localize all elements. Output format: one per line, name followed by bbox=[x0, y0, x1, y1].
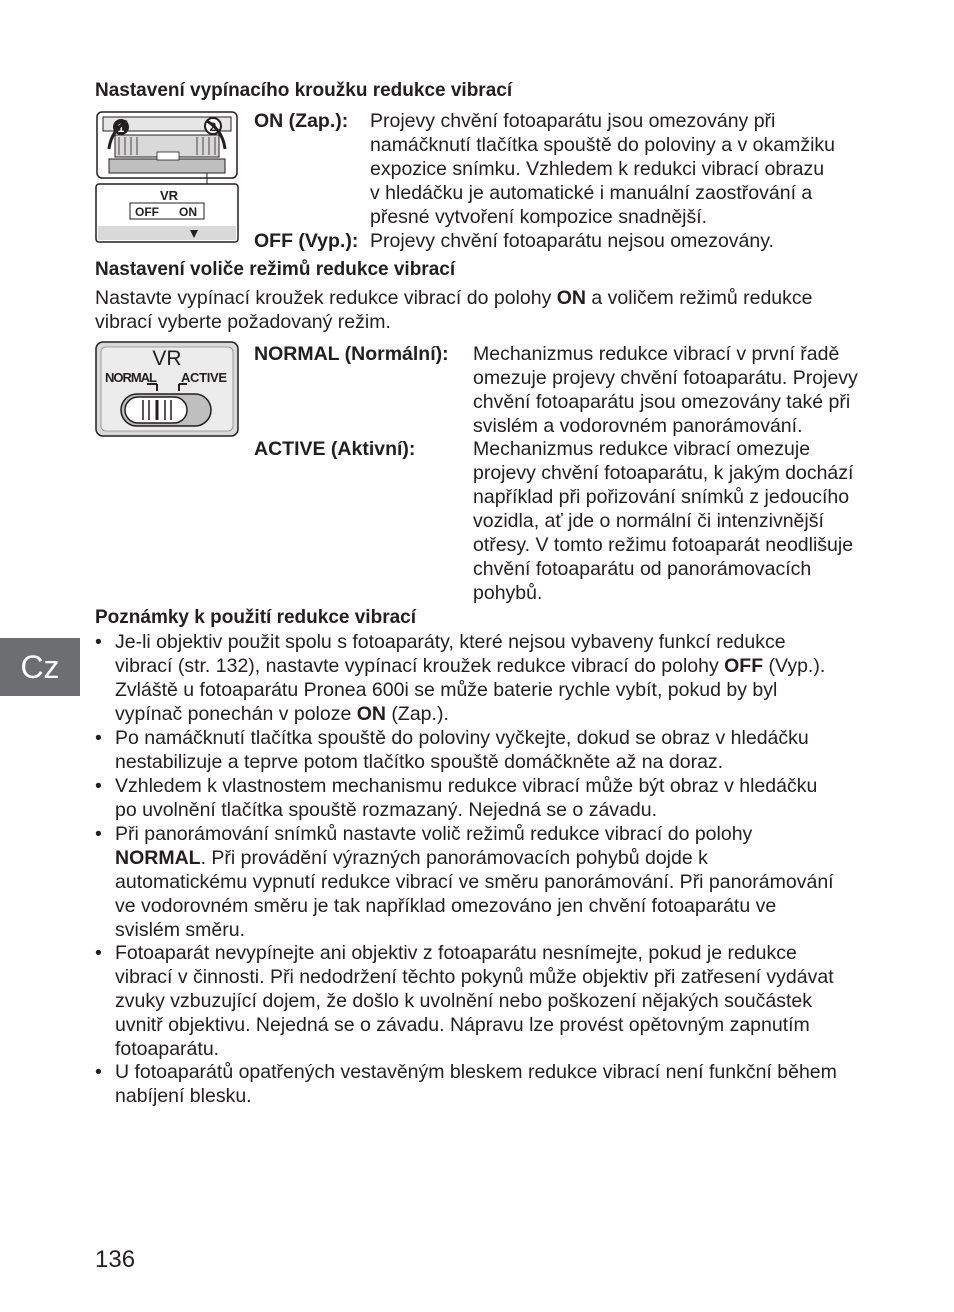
note-item: • Při panorámování snímků nastavte volič režimů redukce vibrací do polohy NORMAL. Při provádění výrazných panorámovacích pohybů dojde k automatickému vypnutí redukce vibrací ve směru panorámování. Při panorámování ve vodorovném směru je tak například omezováno jen chvění fotoaparátu ve svislém směru. bbox=[95, 823, 834, 941]
bullet-icon: • bbox=[95, 823, 102, 845]
note-item: • Je-li objektiv použit spolu s fotoaparáty, které nejsou vybaveny funkcí redukce vibrací (str. 132), nastavte vypínací kroužek redukce vibrací do polohy OFF (Vyp.). Zvláště u fotoaparátu Pronea 600i se může baterie rychle vybít, pokud by byl vypínač ponechán v poloze ON (Zap.). bbox=[95, 631, 826, 725]
section-heading-vr-switch: Nastavení vypínacího kroužku redukce vibrací bbox=[95, 80, 513, 101]
lens-vr-switch-illustration bbox=[95, 109, 241, 245]
note-item: • Vzhledem k vlastnostem mechanismu redukce vibrací může být obraz v hledáčku po uvolnění tlačítka spouště rozmazaný. Nejedná se o závadu. bbox=[95, 775, 818, 821]
term-active: ACTIVE (Aktivní): bbox=[254, 438, 416, 460]
mode-intro: Nastavte vypínací kroužek redukce vibrací do polohy ON a voličem režimů redukce vibrací vyberte požadovaný režim. bbox=[95, 287, 813, 333]
svg-text:1: 1 bbox=[117, 121, 125, 135]
term-off: OFF (Vyp.): bbox=[254, 230, 359, 252]
figure-label-vr: VR bbox=[152, 347, 182, 370]
bullet-icon: • bbox=[95, 631, 102, 653]
svg-text:2: 2 bbox=[209, 120, 217, 134]
section-heading-notes: Poznámky k použití redukce vibrací bbox=[95, 607, 416, 628]
term-on: ON (Zap.): bbox=[254, 110, 349, 132]
page-number: 136 bbox=[95, 1246, 136, 1273]
active-description: Mechanizmus redukce vibrací omezuje projevy chvění fotoaparátu, k jakým dochází například při pořizování snímků z jedoucího vozidla, ať jde o normální či intenzivnější otřesy. V tomto režimu fotoaparát neodlišuje chvění fotoaparátu od panorámovacích pohybů. bbox=[473, 438, 854, 604]
note-item: • Po namáčknutí tlačítka spouště do poloviny vyčkejte, dokud se obraz v hledáčku nestabilizuje a teprve potom tlačítko spouště domáčkněte až na doraz. bbox=[95, 727, 809, 773]
language-tab: Cz bbox=[0, 638, 80, 696]
figure-label-on: ON bbox=[179, 205, 197, 219]
figure-label-normal: NORMAL bbox=[105, 370, 157, 385]
bullet-icon: • bbox=[95, 727, 102, 749]
note-item: • U fotoaparátů opatřených vestavěným bleskem redukce vibrací není funkční během nabíjení blesku. bbox=[95, 1061, 837, 1107]
on-description: Projevy chvění fotoaparátu jsou omezovány při namáčknutí tlačítka spouště do poloviny a v okamžiku expozice snímku. Vzhledem k redukci vibrací obrazu v hledáčku je automatické i manuální zaostřování a přesné vytvoření kompozice snadnější. bbox=[370, 110, 835, 228]
figure-label-vr: VR bbox=[159, 188, 179, 203]
section-heading-vr-mode: Nastavení voliče režimů redukce vibrací bbox=[95, 259, 456, 280]
vr-mode-switch-illustration bbox=[95, 341, 241, 439]
normal-description: Mechanizmus redukce vibrací v první řadě omezuje projevy chvění fotoaparátu. Projevy chvění fotoaparátu jsou omezovány také při svislém a vodorovném panorámování. bbox=[473, 343, 858, 437]
note-item: • Fotoaparát nevypínejte ani objektiv z fotoaparátu nesnímejte, pokud je redukce vibrací v činnosti. Při nedodržení těchto pokynů může objektiv při zatřesení vydávat zvuky vzbuzující dojem, že došlo k uvolnění nebo poškození nějakých součástek uvnitř objektivu. Nejedná se o závadu. Nápravu lze provést opětovným zapnutím fotoaparátu. bbox=[95, 942, 834, 1060]
bullet-icon: • bbox=[95, 775, 102, 797]
off-description: Projevy chvění fotoaparátu nejsou omezovány. bbox=[370, 230, 774, 252]
term-normal: NORMAL (Normální): bbox=[254, 343, 449, 365]
figure-label-active: ACTIVE bbox=[181, 370, 227, 385]
bullet-icon: • bbox=[95, 1061, 102, 1083]
bullet-icon: • bbox=[95, 942, 102, 964]
figure-label-off: OFF bbox=[135, 205, 159, 219]
